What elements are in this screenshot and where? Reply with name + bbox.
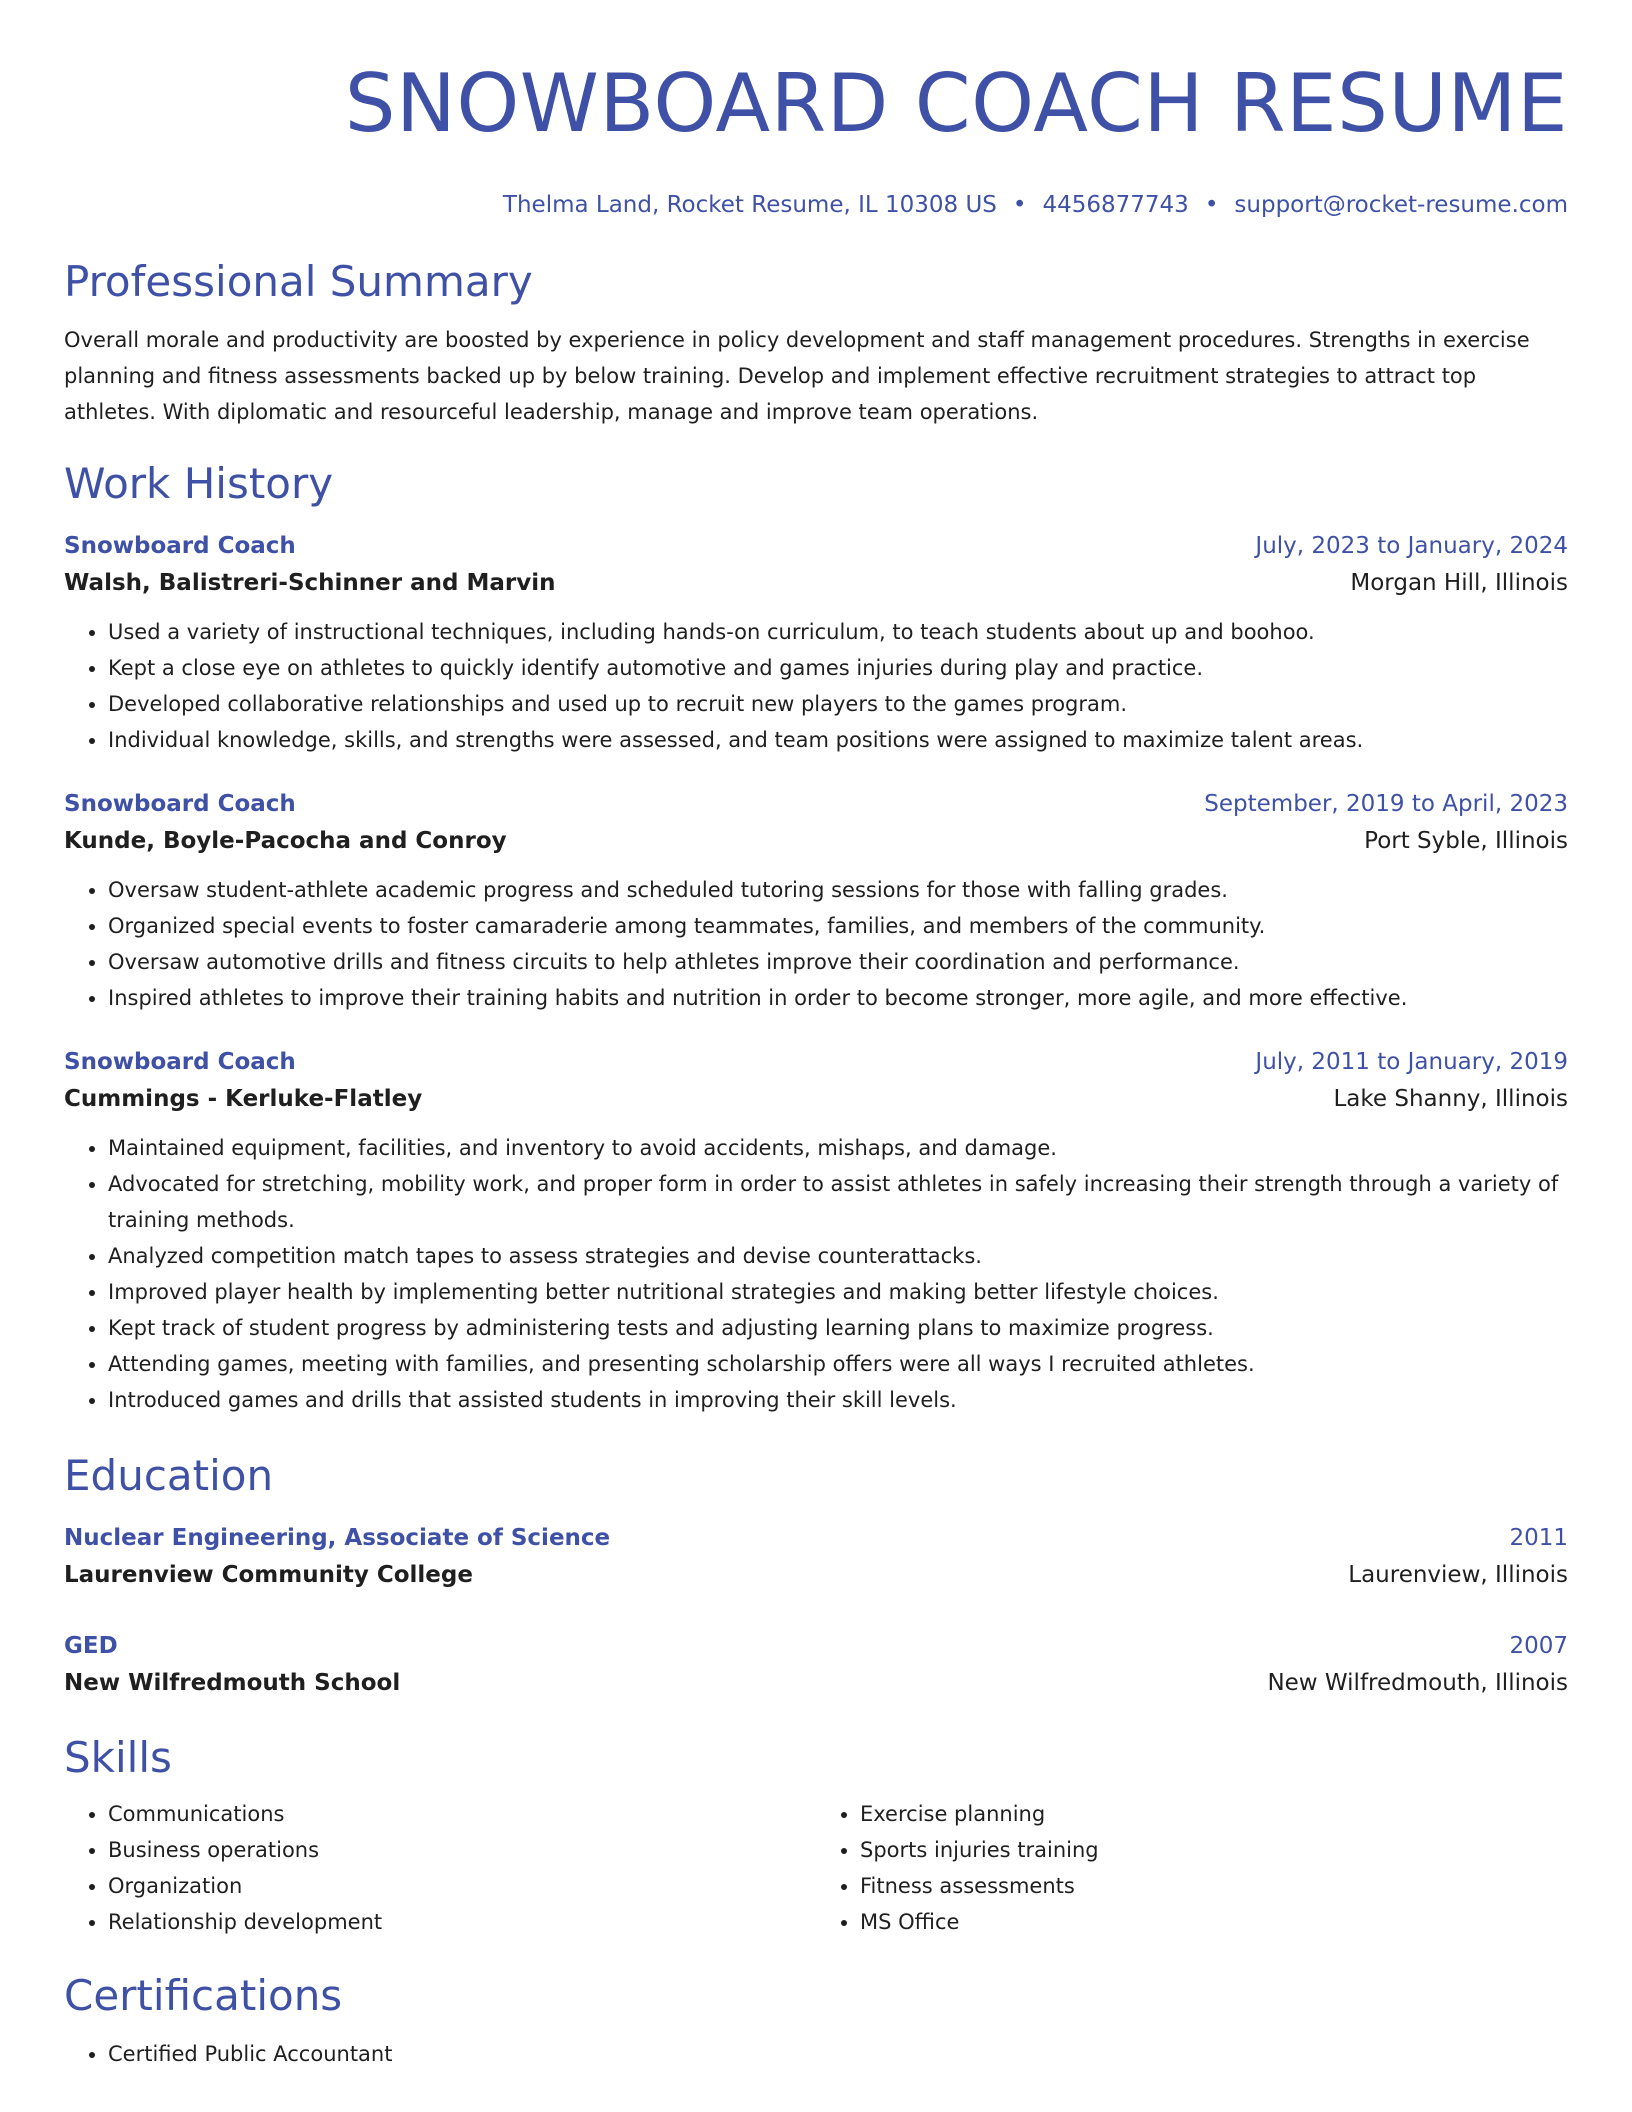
job-dates: July, 2011 to January, 2019: [1255, 1049, 1568, 1075]
summary-section: [64, 256, 1568, 430]
skill-item: • Business operations: [108, 1832, 816, 1868]
list-item: • Developed collaborative relationships and used up to recruit new players to the games program.: [108, 686, 1568, 722]
skill-item: • Relationship development: [108, 1904, 816, 1940]
list-item: • Inspired athletes to improve their training habits and nutrition in order to become stronger, more agile, and more effective.: [108, 980, 1568, 1016]
list-item: • Oversaw student-athlete academic progress and scheduled tutoring sessions for those with falling grades.: [108, 872, 1568, 908]
job-bullets: [64, 614, 1568, 758]
job-title: Snowboard Coach: [64, 791, 296, 817]
certifications-section: [64, 1970, 1568, 2072]
education-year: 2007: [1509, 1633, 1568, 1659]
degree-title: Nuclear Engineering, Associate of Science: [64, 1525, 611, 1551]
contact-separator: •: [1204, 192, 1219, 218]
job-title: Snowboard Coach: [64, 1049, 296, 1075]
list-item: • Individual knowledge, skills, and strengths were assessed, and team positions were assigned to maximize talent areas.: [108, 722, 1568, 758]
contact-address: Thelma Land, Rocket Resume, IL 10308 US: [502, 192, 997, 218]
summary-text: Overall morale and productivity are boosted by experience in policy development and staff management procedures. Strengths in exercise planning and fitness assessments backed up by below training. Develop and implement effective recruitment strategies to attract top athletes. With diplomatic and resourceful leadership, manage and improve team operations.: [64, 328, 1530, 424]
certification-item: • Certified Public Accountant: [108, 2036, 1568, 2072]
skill-item: • Fitness assessments: [860, 1868, 1568, 1904]
skills-grid: [64, 1796, 1568, 1940]
list-item: • Organized special events to foster camaraderie among teammates, families, and members of the community.: [108, 908, 1568, 944]
school-location: Laurenview, Illinois: [1348, 1562, 1568, 1588]
list-item: • Kept track of student progress by administering tests and adjusting learning plans to maximize progress.: [108, 1310, 1568, 1346]
certifications-heading: Certifications: [64, 1971, 343, 2020]
list-item: • Attending games, meeting with families, and presenting scholarship offers were all ways I recruited athletes.: [108, 1346, 1568, 1382]
skills-list-left: [64, 1796, 816, 1940]
skills-section: [64, 1732, 1568, 1940]
job-entry: [64, 528, 1568, 758]
list-item: • Introduced games and drills that assisted students in improving their skill levels.: [108, 1382, 1568, 1418]
list-item: • Improved player health by implementing better nutritional strategies and making better lifestyle choices.: [108, 1274, 1568, 1310]
list-item: • Analyzed competition match tapes to assess strategies and devise counterattacks.: [108, 1238, 1568, 1274]
job-location: Port Syble, Illinois: [1364, 828, 1568, 854]
job-entry: [64, 786, 1568, 1016]
list-item: • Oversaw automotive drills and fitness circuits to help athletes improve their coordination and performance.: [108, 944, 1568, 980]
school-location: New Wilfredmouth, Illinois: [1267, 1670, 1568, 1696]
education-entry: [64, 1520, 1568, 1594]
degree-title: GED: [64, 1633, 118, 1659]
job-dates: September, 2019 to April, 2023: [1204, 791, 1568, 817]
employer-name: Cummings - Kerluke-Flatley: [64, 1086, 423, 1112]
employer-name: Walsh, Balistreri-Schinner and Marvin: [64, 570, 556, 596]
job-dates: July, 2023 to January, 2024: [1255, 533, 1568, 559]
job-entry: [64, 1044, 1568, 1418]
contact-email[interactable]: support@rocket-resume.com: [1234, 192, 1568, 218]
education-entry: [64, 1628, 1568, 1702]
contact-separator: •: [1012, 192, 1027, 218]
job-location: Morgan Hill, Illinois: [1350, 570, 1568, 596]
skill-item: • Organization: [108, 1868, 816, 1904]
education-year: 2011: [1509, 1525, 1568, 1551]
skills-heading: Skills: [64, 1733, 172, 1782]
skill-item: • Exercise planning: [860, 1796, 1568, 1832]
list-item: • Kept a close eye on athletes to quickly identify automotive and games injuries during play and practice.: [108, 650, 1568, 686]
school-name: New Wilfredmouth School: [64, 1670, 401, 1696]
education-section: [64, 1450, 1568, 1702]
list-item: • Advocated for stretching, mobility work, and proper form in order to assist athletes in safely increasing their strength through a variety of training methods.: [108, 1166, 1568, 1238]
contact-phone: 4456877743: [1042, 192, 1189, 218]
skill-item: • MS Office: [860, 1904, 1568, 1940]
skill-item: • Sports injuries training: [860, 1832, 1568, 1868]
job-bullets: [64, 1130, 1568, 1418]
school-name: Laurenview Community College: [64, 1562, 473, 1588]
summary-heading: Professional Summary: [64, 257, 533, 306]
resume-title: SNOWBOARD COACH RESUME: [344, 57, 1568, 150]
list-item: • Used a variety of instructional techniques, including hands-on curriculum, to teach students about up and boohoo.: [108, 614, 1568, 650]
contact-line: [64, 190, 1568, 220]
list-item: • Maintained equipment, facilities, and inventory to avoid accidents, mishaps, and damage.: [108, 1130, 1568, 1166]
work-history-section: [64, 458, 1568, 1418]
certifications-list: [64, 2036, 1568, 2072]
job-location: Lake Shanny, Illinois: [1333, 1086, 1568, 1112]
skills-list-right: [816, 1796, 1568, 1940]
job-title: Snowboard Coach: [64, 533, 296, 559]
work-history-heading: Work History: [64, 459, 334, 508]
skill-item: • Communications: [108, 1796, 816, 1832]
employer-name: Kunde, Boyle-Pacocha and Conroy: [64, 828, 507, 854]
education-heading: Education: [64, 1451, 274, 1500]
job-bullets: [64, 872, 1568, 1016]
